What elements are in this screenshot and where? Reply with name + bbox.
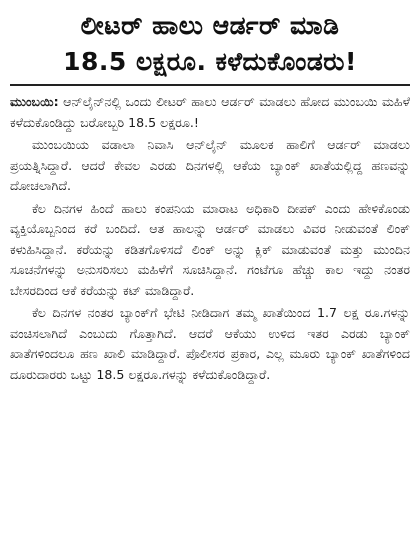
article-body [10, 92, 410, 385]
article-paragraph-3: ಕೆಲ ದಿನಗಳ ಹಿಂದೆ ಹಾಲು ಕಂಪನಿಯ ಮಾರಾಟ ಅಧಿಕಾರಿ ದೀಪಕ್ ಎಂದು ಹೇಳಿಕೊಂಡು ವ್ಯಕ್ತಿಯೊಬ್ಬನಿಂದ ಕರೆ ಬಂದಿದೆ. ಆತ ಹಾಲನ್ನು ಆರ್ಡರ್ ಮಾಡಲು ವಿವರ ನೀಡುವಂತೆ ಲಿಂಕ್ ಕಳುಹಿಸಿದ್ದಾನೆ. ಕರೆಯನ್ನು ಕಡಿತಗೊಳಿಸದೆ ಲಿಂಕ್ ಅನ್ನು ಕ್ಲಿಕ್ ಮಾಡುವಂತೆ ಮತ್ತು ಮುಂದಿನ ಸೂಚನೆಗಳನ್ನು ಅನುಸರಿಸಲು ಮಹಿಳೆಗೆ ಸೂಚಿಸಿದ್ದಾನೆ. ಗಂಟೆಗೂ ಹೆಚ್ಚು ಕಾಲ ಇದ್ದು ನಂತರ ಬೇಸರದಿಂದ ಆಕೆ ಕರೆಯನ್ನು ಕಟ್ ಮಾಡಿದ್ದಾರೆ. [10, 200, 410, 298]
headline-line-1: ಲೀಟರ್ ಹಾಲು ಆರ್ಡರ್ ಮಾಡಿ [80, 11, 340, 40]
article-paragraph-2: ಮುಂಬಯಿಯ ವಡಾಲಾ ನಿವಾಸಿ ಆನ್‌ಲೈನ್ ಮೂಲಕ ಹಾಲಿಗೆ ಆರ್ಡರ್ ಮಾಡಲು ಪ್ರಯತ್ನಿಸಿದ್ದಾರೆ. ಆದರೆ ಕೇವಲ ಎರಡು ದಿನಗಳಲ್ಲಿ ಆಕೆಯ ಬ್ಯಾಂಕ್ ಖಾತೆಯಲ್ಲಿದ್ದ ಹಣವನ್ನು ದೋಚಲಾಗಿದೆ. [10, 137, 410, 193]
headline-divider [10, 84, 410, 86]
article-paragraph-4: ಕೆಲ ದಿನಗಳ ನಂತರ ಬ್ಯಾಂಕ್‌ಗೆ ಭೇಟಿ ನೀಡಿದಾಗ ತಮ್ಮ ಖಾತೆಯಿಂದ 1.7 ಲಕ್ಷ ರೂ.ಗಳನ್ನು ವಂಚಿಸಲಾಗಿದೆ ಎಂಬುದು ಗೊತ್ತಾಗಿದೆ. ಆದರೆ ಆಕೆಯು ಉಳಿದ ಇತರ ಎರಡು ಬ್ಯಾಂಕ್ ಖಾತೆಗಳಿಂದಲೂ ಹಣ ಖಾಲಿ ಮಾಡಿದ್ದಾರೆ. ಪೊಲೀಸರ ಪ್ರಕಾರ, ಎಲ್ಲ ಮೂರು ಬ್ಯಾಂಕ್ ಖಾತೆಗಳಿಂದ ದೂರುದಾರರು ಒಟ್ಟು 18.5 ಲಕ್ಷರೂ.ಗಳನ್ನು ಕಳೆದುಕೊಂಡಿದ್ದಾರೆ. [10, 305, 410, 382]
paragraph-text: ಆನ್‌ಲೈನ್‌ನಲ್ಲಿ ಒಂದು ಲೀಟರ್ ಹಾಲು ಆರ್ಡರ್ ಮಾಡಲು ಹೋದ ಮುಂಬಯಿ ಮಹಿಳೆ ಕಳೆದುಕೊಂಡಿದ್ದು ಬರೋಬ್ಬರಿ 18.5 ಲಕ್ಷರೂ.! [10, 94, 410, 130]
headline-line-2: 18.5 ಲಕ್ಷರೂ. ಕಳೆದುಕೊಂಡರು! [63, 47, 357, 76]
dateline: ಮುಂಬಯಿ: [10, 94, 59, 109]
article-paragraph-1 [10, 92, 410, 133]
headline [10, 8, 410, 80]
